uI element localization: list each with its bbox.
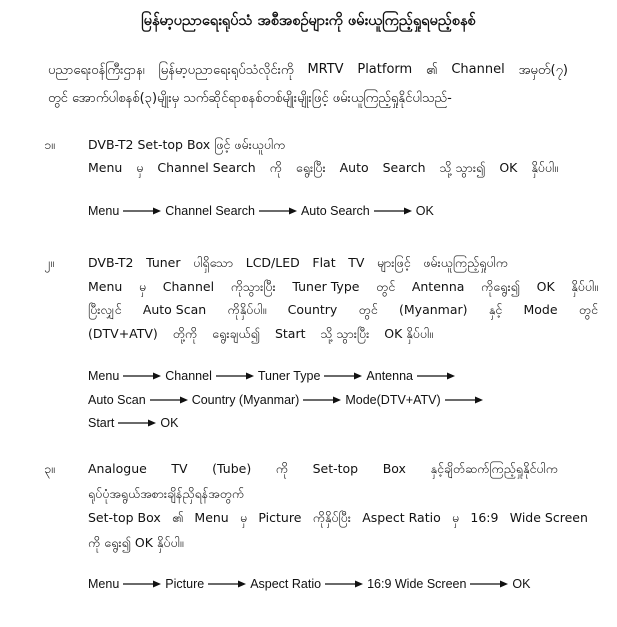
arrow-right-icon bbox=[149, 395, 189, 405]
arrow-right-icon bbox=[324, 579, 364, 589]
word: မှ bbox=[136, 160, 144, 175]
word: နှင့် bbox=[488, 302, 503, 317]
word: ကိုနှိပ်ပြီး bbox=[312, 510, 351, 525]
word: Aspect Ratio bbox=[362, 510, 441, 525]
word: သို့ သွား၍ bbox=[439, 160, 486, 175]
word: သို့ သွားပြီး bbox=[320, 326, 370, 341]
arrow-right-icon bbox=[122, 371, 162, 381]
word: Start bbox=[274, 326, 306, 341]
section-text-line bbox=[88, 302, 598, 321]
word: Country bbox=[287, 302, 338, 317]
intro-line bbox=[48, 62, 568, 81]
word: 16:9 bbox=[470, 510, 499, 525]
word: Menu bbox=[88, 160, 123, 175]
arrow-right-icon bbox=[215, 371, 255, 381]
word: များဖြင့် bbox=[377, 255, 411, 270]
section-text-line bbox=[88, 510, 588, 529]
word: (Tube) bbox=[212, 461, 252, 476]
word: TV bbox=[348, 255, 365, 270]
word: ကိုသွားပြီး bbox=[230, 279, 276, 294]
flow-sequence bbox=[88, 416, 178, 430]
arrow-right-icon bbox=[122, 579, 162, 589]
section-text-line bbox=[88, 279, 598, 298]
flow-sequence bbox=[88, 393, 487, 407]
word: Menu bbox=[194, 510, 229, 525]
arrow-right-icon bbox=[323, 371, 363, 381]
arrow-right-icon bbox=[469, 579, 509, 589]
word: Channel bbox=[451, 62, 505, 77]
word: Flat bbox=[312, 255, 336, 270]
word: မှ bbox=[138, 279, 147, 294]
word: OK နှိပ်ပါ။ bbox=[384, 326, 433, 341]
word: ပြီးလျှင် bbox=[88, 302, 122, 317]
word: Set-top Box bbox=[88, 510, 161, 525]
word: Auto Scan bbox=[142, 302, 207, 317]
word: Wide Screen bbox=[509, 510, 588, 525]
flow-sequence bbox=[88, 369, 459, 383]
flow-step: Picture bbox=[165, 577, 205, 591]
word: Channel Search bbox=[157, 160, 256, 175]
word: Mode bbox=[523, 302, 558, 317]
flow-step: Channel bbox=[165, 369, 212, 383]
word: ကိုနှိပ်ပါ။ bbox=[227, 302, 267, 317]
word: အမှတ်(၇) bbox=[518, 63, 568, 78]
flow-sequence bbox=[88, 204, 434, 218]
word: Box bbox=[382, 461, 406, 476]
word: Channel bbox=[162, 279, 215, 294]
word: (Myanmar) bbox=[399, 302, 468, 317]
arrow-right-icon bbox=[416, 371, 456, 381]
word: Picture bbox=[258, 510, 302, 525]
word: Search bbox=[382, 160, 426, 175]
word: တို့ကို bbox=[172, 326, 198, 341]
arrow-right-icon bbox=[122, 206, 162, 216]
word: ၏ bbox=[425, 63, 438, 78]
arrow-right-icon bbox=[207, 579, 247, 589]
arrow-right-icon bbox=[444, 395, 484, 405]
word: LCD/LED bbox=[245, 255, 300, 270]
section-number: ၁။ bbox=[44, 137, 55, 152]
section-text-line: ရုပ်ပုံအရွယ်အစားချိန်ညှိရန်အတွက် bbox=[88, 486, 245, 501]
intro-line: တွင် အောက်ပါစနစ်(၃)မျိုးမှ သက်ဆိုင်ရာစနစ်တစ်မျိုးမျိုးဖြင့် ဖမ်းယူကြည့်ရှုနိုင်ပါသည်- bbox=[48, 91, 452, 106]
flow-step: 16:9 Wide Screen bbox=[367, 577, 467, 591]
word: နှိပ်ပါ။ bbox=[571, 279, 598, 294]
word: ပါရှိသော bbox=[193, 255, 234, 270]
word: နှိပ်ပါ။ bbox=[531, 160, 558, 175]
word: ရွေးပြီး bbox=[295, 160, 326, 175]
flow-step: Mode(DTV+ATV) bbox=[345, 393, 441, 407]
flow-step: Auto Scan bbox=[88, 393, 146, 407]
section-text-line bbox=[88, 160, 558, 179]
section-text-line bbox=[88, 326, 433, 345]
word: (DTV+ATV) bbox=[88, 326, 158, 341]
flow-step: Antenna bbox=[366, 369, 413, 383]
word: ကိုရွေး၍ bbox=[481, 279, 520, 294]
word: OK bbox=[499, 160, 518, 175]
section-text-line bbox=[88, 255, 508, 274]
flow-step: OK bbox=[160, 416, 179, 430]
flow-step: Menu bbox=[88, 204, 120, 218]
flow-step: Menu bbox=[88, 577, 120, 591]
flow-step: Auto Search bbox=[300, 204, 370, 218]
word: Menu bbox=[88, 279, 123, 294]
word: Analogue bbox=[88, 461, 147, 476]
word: ပညာရေးဝန်ကြီးဌာန၊ bbox=[48, 63, 145, 78]
flow-step: OK bbox=[512, 577, 531, 591]
word: ကို bbox=[269, 160, 282, 175]
section-number: ၃။ bbox=[44, 461, 55, 476]
word: Tuner bbox=[146, 255, 181, 270]
arrow-right-icon bbox=[302, 395, 342, 405]
page-title: မြန်မာ့ပညာရေးရုပ်သံ အစီအစဉ်များကို ဖမ်းယူကြည့်ရှုရမည့်စနစ် bbox=[141, 13, 476, 29]
word: OK bbox=[536, 279, 555, 294]
section-text-line bbox=[88, 461, 558, 480]
flow-step: Start bbox=[88, 416, 115, 430]
section-text-line: ကို ရွေး၍ OK နှိပ်ပါ။ bbox=[88, 535, 184, 550]
flow-step: Country (Myanmar) bbox=[191, 393, 300, 407]
word: ဖမ်းယူကြည့်ရှုပါက bbox=[423, 255, 508, 270]
flow-step: Channel Search bbox=[165, 204, 255, 218]
word: Auto bbox=[339, 160, 369, 175]
word: မှ bbox=[240, 510, 248, 525]
word: Antenna bbox=[411, 279, 465, 294]
flow-step: OK bbox=[415, 204, 434, 218]
word: Tuner Type bbox=[292, 279, 360, 294]
arrow-right-icon bbox=[258, 206, 298, 216]
word: တွင် bbox=[358, 302, 378, 317]
arrow-right-icon bbox=[373, 206, 413, 216]
word: မှ bbox=[451, 510, 460, 525]
word: Platform bbox=[357, 62, 413, 77]
flow-step: Menu bbox=[88, 369, 120, 383]
word: တွင် bbox=[376, 279, 396, 294]
flow-step: Tuner Type bbox=[257, 369, 321, 383]
word: မြန်မာ့ပညာရေးရုပ်သံလိုင်းကို bbox=[158, 63, 294, 78]
word: Set-top bbox=[312, 461, 359, 476]
section-number: ၂။ bbox=[44, 255, 54, 270]
word: ၏ bbox=[172, 510, 184, 525]
word: DVB-T2 bbox=[88, 255, 134, 270]
word: MRTV bbox=[307, 62, 344, 77]
arrow-right-icon bbox=[117, 418, 157, 428]
word: ရွေးချယ်၍ bbox=[212, 326, 261, 341]
word: ကို bbox=[275, 461, 289, 476]
flow-step: Aspect Ratio bbox=[250, 577, 322, 591]
flow-sequence bbox=[88, 577, 530, 591]
word: နှင့်ချိတ်ဆက်ကြည့်ရှုနိုင်ပါက bbox=[430, 461, 558, 476]
word: တွင် bbox=[578, 302, 598, 317]
word: TV bbox=[171, 461, 188, 476]
section-text-line: DVB-T2 Set-top Box ဖြင့် ဖမ်းယူပါက bbox=[88, 137, 286, 152]
